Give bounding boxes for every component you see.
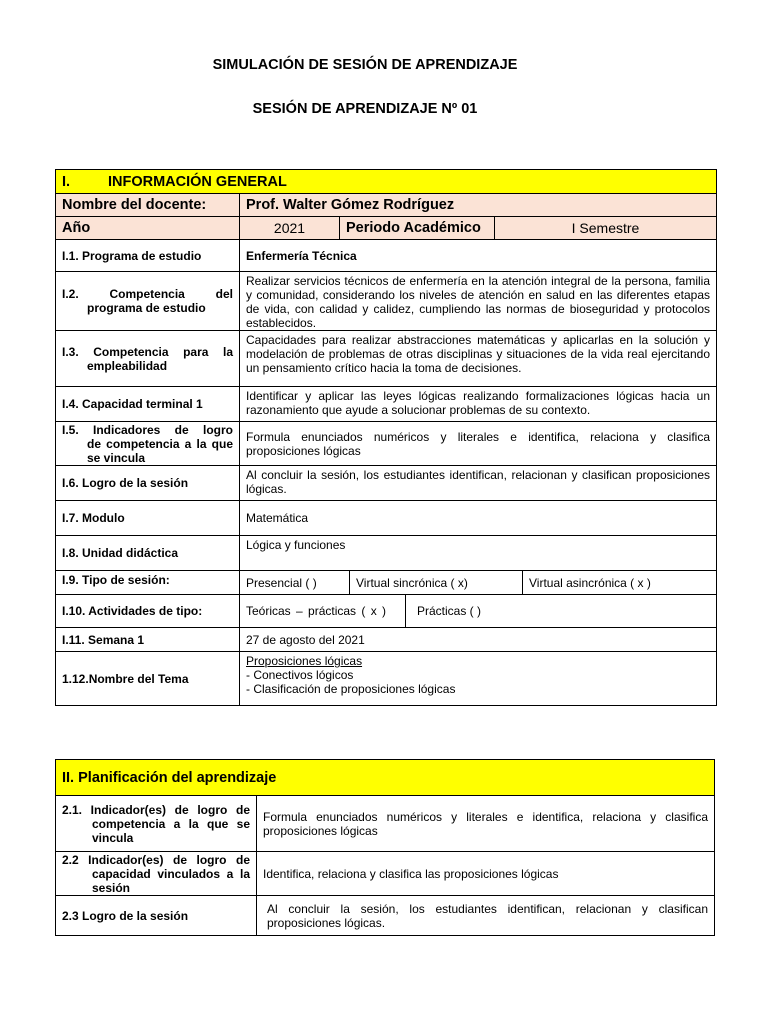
empleabilidad-value: Capacidades para realizar abstracciones matemáticas y aplicarlas en la solución y modelación de problemas de otras disciplinas y situaciones de la vida real ejercitando un pensamiento crítico hacia la toma de decisiones. bbox=[239, 331, 716, 386]
planning-row-indicador-competencia bbox=[56, 795, 714, 851]
actividades-teoricas: Teóricas – prácticas ( x ) bbox=[246, 604, 387, 618]
planning-r2-value: Identifica, relaciona y clasifica las proposiciones lógicas bbox=[256, 852, 714, 895]
general-info-table bbox=[55, 169, 717, 706]
semana-row bbox=[56, 627, 716, 651]
unidad-row bbox=[56, 535, 716, 570]
tipo-presencial: Presencial ( ) bbox=[239, 571, 349, 594]
tipo-row bbox=[56, 570, 716, 594]
periodo-value: I Semestre bbox=[494, 217, 716, 239]
unidad-value: Lógica y funciones bbox=[239, 536, 716, 570]
capacidad-label: I.4. Capacidad terminal 1 bbox=[62, 397, 203, 411]
planning-row-logro bbox=[56, 895, 714, 935]
competencia-label-a: I.2. Competencia del bbox=[62, 287, 233, 301]
semana-value: 27 de agosto del 2021 bbox=[239, 628, 716, 651]
tema-label: 1.12.Nombre del Tema bbox=[62, 671, 189, 686]
section2-header-row bbox=[56, 760, 714, 795]
planning-r1-label-b: competencia a la que se vincula bbox=[92, 816, 250, 845]
indicadores-label-b: de competencia a la que se vincula bbox=[87, 436, 233, 465]
section1-heading: INFORMACIÓN GENERAL bbox=[108, 173, 287, 190]
session-title: SESIÓN DE APRENDIZAJE Nº 01 bbox=[252, 101, 478, 117]
indicadores-value: Formula enunciados numéricos y literales e identifica, relaciona y clasifica proposiciones lógicas bbox=[246, 429, 710, 458]
planning-table bbox=[55, 759, 715, 936]
programa-value: Enfermería Técnica bbox=[239, 240, 716, 271]
capacidad-value: Identificar y aplicar las leyes lógicas realizando formalizaciones lógicas hacia un razonamiento que ayude a solucionar problemas de su contexto. bbox=[239, 387, 716, 421]
planning-row-indicador-capacidad bbox=[56, 851, 714, 895]
docente-row bbox=[56, 193, 716, 216]
tipo-label: I.9. Tipo de sesión: bbox=[62, 573, 170, 587]
planning-r3-value: Al concluir la sesión, los estudiantes identifican, relacionan y clasifican proposiciones lógicas. bbox=[267, 901, 708, 930]
programa-label: I.1. Programa de estudio bbox=[62, 248, 202, 263]
tema-item-conectivos: - Conectivos lógicos bbox=[246, 668, 354, 682]
competencia-label-b: programa de estudio bbox=[87, 301, 206, 315]
actividades-row bbox=[56, 594, 716, 627]
section1-number: I. bbox=[62, 173, 71, 190]
unidad-label: I.8. Unidad didáctica bbox=[62, 546, 179, 560]
section2-heading: II. Planificación del aprendizaje bbox=[62, 769, 277, 786]
section1-header-row bbox=[56, 170, 716, 193]
tema-title: Proposiciones lógicas bbox=[246, 654, 363, 668]
anio-value: 2021 bbox=[239, 217, 339, 239]
planning-r1-value: Formula enunciados numéricos y literales e identifica, relaciona y clasifica proposiciones lógicas bbox=[263, 809, 708, 838]
planning-r2-label-b: capacidad vinculados a la sesión bbox=[92, 866, 250, 895]
actividades-practicas: Prácticas ( ) bbox=[417, 604, 482, 618]
tipo-asincronica: Virtual asincrónica ( x ) bbox=[522, 571, 716, 594]
document-title: SIMULACIÓN DE SESIÓN DE APRENDIZAJE bbox=[212, 57, 518, 73]
indicadores-label-a: I.5. Indicadores de logro bbox=[62, 422, 233, 437]
indicadores-row bbox=[56, 421, 716, 465]
docente-label: Nombre del docente: bbox=[62, 197, 207, 213]
tipo-sincronica: Virtual sincrónica ( x) bbox=[349, 571, 522, 594]
empleabilidad-label-a: I.3. Competencia para la bbox=[62, 344, 233, 359]
periodo-label: Periodo Académico bbox=[339, 217, 494, 239]
modulo-row bbox=[56, 500, 716, 535]
logro-label: I.6. Logro de la sesión bbox=[62, 476, 189, 490]
anio-label: Año bbox=[62, 220, 91, 236]
competencia-value: Realizar servicios técnicos de enfermería en la atención integral de la persona, familia y comunidad, considerando los niveles de atención en salud en las diferentes etapas de vida, con calidad y calidez, cumpliendo las normas de bioseguridad y protocolos establecidos. bbox=[239, 272, 716, 330]
competencia-row bbox=[56, 271, 716, 330]
planning-r3-label: 2.3 Logro de la sesión bbox=[62, 908, 189, 923]
empleabilidad-label-b: empleabilidad bbox=[87, 358, 168, 373]
empleabilidad-row bbox=[56, 330, 716, 386]
capacidad-row bbox=[56, 386, 716, 421]
logro-row bbox=[56, 465, 716, 500]
semana-label: I.11. Semana 1 bbox=[62, 632, 145, 647]
anio-row bbox=[56, 216, 716, 239]
programa-row bbox=[56, 239, 716, 271]
planning-r1-label-a: 2.1. Indicador(es) de logro de bbox=[62, 802, 250, 817]
modulo-value: Matemática bbox=[239, 501, 716, 535]
tema-row bbox=[56, 651, 716, 705]
planning-r2-label-a: 2.2 Indicador(es) de logro de bbox=[62, 852, 250, 867]
modulo-label: I.7. Modulo bbox=[62, 511, 125, 525]
tema-item-clasificacion: - Clasificación de proposiciones lógicas bbox=[246, 682, 456, 696]
actividades-label: I.10. Actividades de tipo: bbox=[62, 604, 203, 618]
docente-value: Prof. Walter Gómez Rodríguez bbox=[239, 194, 716, 216]
logro-value: Al concluir la sesión, los estudiantes identifican, relacionan y clasifican proposiciones lógicas. bbox=[239, 466, 716, 500]
